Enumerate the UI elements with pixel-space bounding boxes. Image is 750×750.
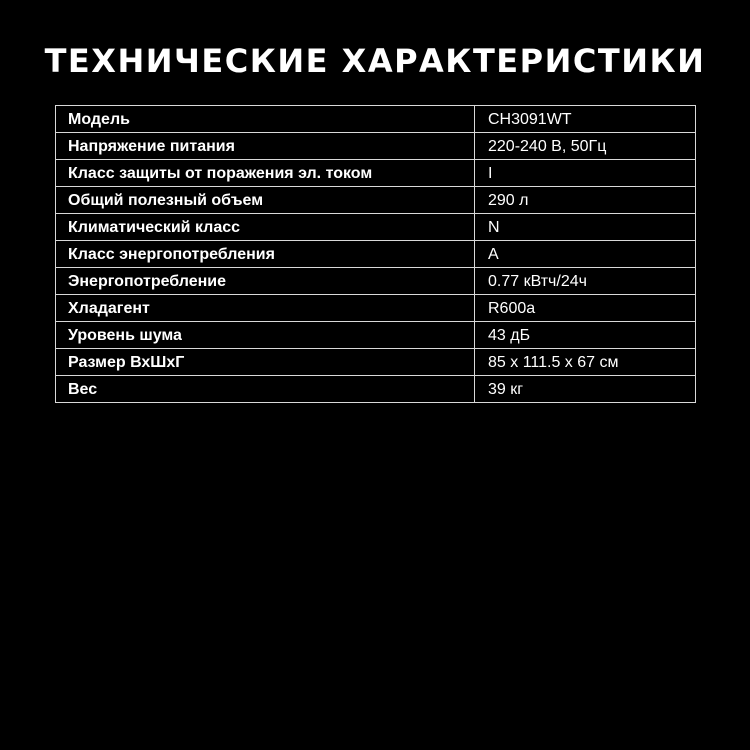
spec-value-weight: 39 кг xyxy=(475,376,696,403)
table-row xyxy=(56,160,696,187)
spec-label-protection-class: Класс защиты от поражения эл. током xyxy=(56,160,475,187)
specs-table xyxy=(55,105,696,403)
spec-value-model: CH3091WT xyxy=(475,106,696,133)
spec-label-climate-class: Климатический класс xyxy=(56,214,475,241)
spec-value-energy-class: A xyxy=(475,241,696,268)
spec-label-model: Модель xyxy=(56,106,475,133)
spec-label-energy-consumption: Энергопотребление xyxy=(56,268,475,295)
spec-label-refrigerant: Хладагент xyxy=(56,295,475,322)
table-row xyxy=(56,349,696,376)
spec-value-energy-consumption: 0.77 кВтч/24ч xyxy=(475,268,696,295)
spec-value-dimensions: 85 х 111.5 х 67 см xyxy=(475,349,696,376)
page-title: ТЕХНИЧЕСКИЕ ХАРАКТЕРИСТИКИ xyxy=(44,42,706,80)
table-row xyxy=(56,187,696,214)
spec-value-noise-level: 43 дБ xyxy=(475,322,696,349)
table-row xyxy=(56,295,696,322)
spec-value-volume: 290 л xyxy=(475,187,696,214)
spec-label-dimensions: Размер ВхШхГ xyxy=(56,349,475,376)
spec-value-protection-class: I xyxy=(475,160,696,187)
spec-label-voltage: Напряжение питания xyxy=(56,133,475,160)
table-row xyxy=(56,214,696,241)
spec-label-volume: Общий полезный объем xyxy=(56,187,475,214)
table-row xyxy=(56,376,696,403)
table-row xyxy=(56,106,696,133)
table-row xyxy=(56,133,696,160)
spec-value-climate-class: N xyxy=(475,214,696,241)
spec-value-refrigerant: R600a xyxy=(475,295,696,322)
spec-value-voltage: 220-240 В, 50Гц xyxy=(475,133,696,160)
spec-label-noise-level: Уровень шума xyxy=(56,322,475,349)
spec-label-weight: Вес xyxy=(56,376,475,403)
spec-label-energy-class: Класс энергопотребления xyxy=(56,241,475,268)
table-row xyxy=(56,268,696,295)
table-row xyxy=(56,241,696,268)
table-row xyxy=(56,322,696,349)
